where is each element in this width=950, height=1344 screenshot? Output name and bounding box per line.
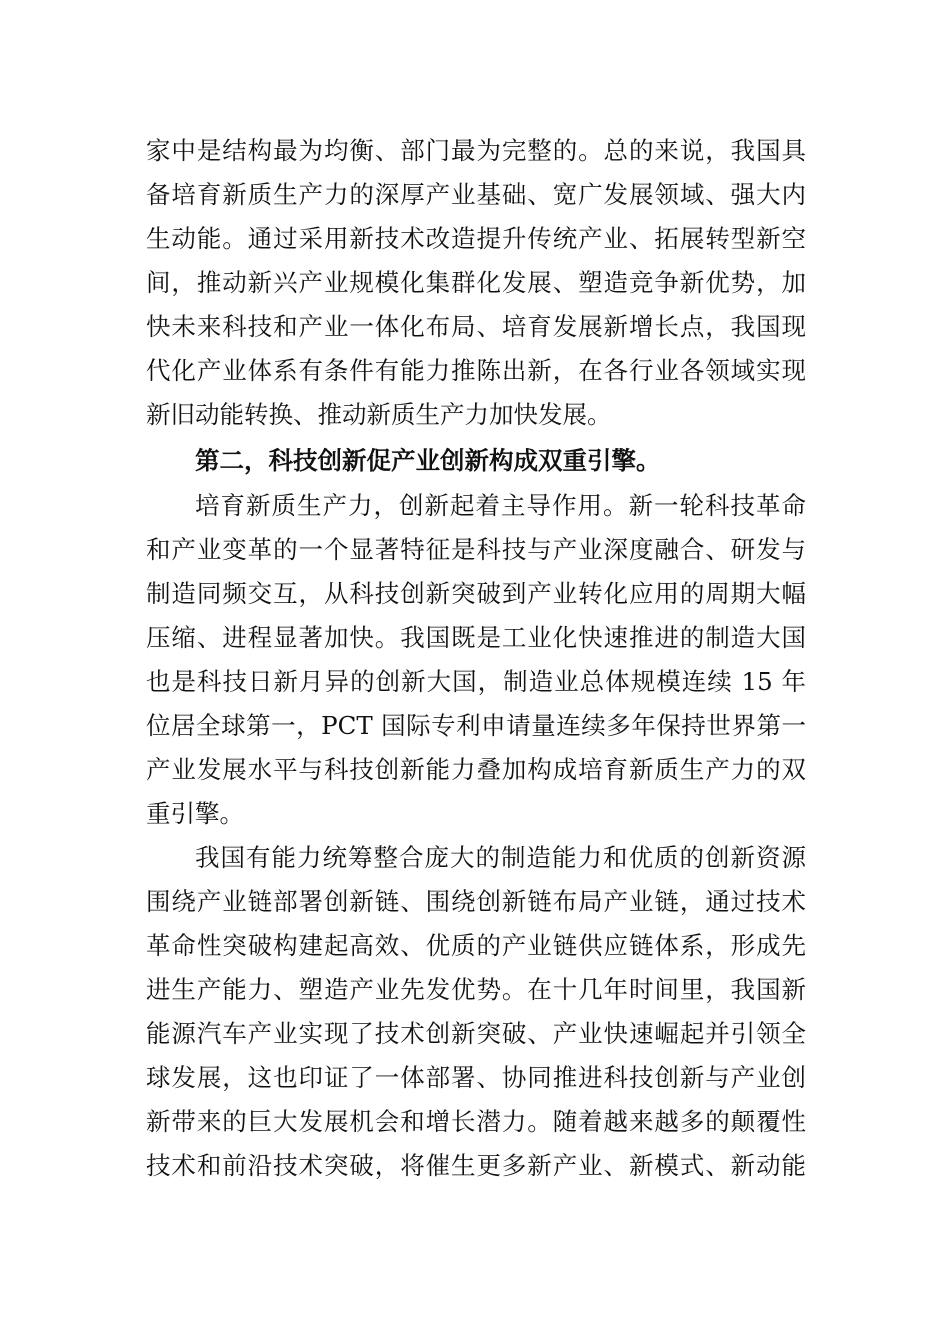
text-line: 培育新质生产力，创新起着主导作用。新一轮科技革命 (195, 491, 806, 520)
text-line: 生动能。通过采用新技术改造提升传统产业、拓展转型新空 (146, 224, 806, 253)
text-line: 革命性突破构建起高效、优质的产业链供应链体系，形成先 (146, 931, 806, 960)
text-line: 能源汽车产业实现了技术创新突破、产业快速崛起并引领全 (146, 1019, 806, 1048)
section-heading: 第二，科技创新促产业创新构成双重引擎。 (195, 446, 661, 475)
text-line: 球发展，这也印证了一体部署、协同推进科技创新与产业创 (146, 1063, 806, 1092)
text-line: 我国有能力统筹整合庞大的制造能力和优质的创新资源 (195, 843, 806, 872)
text-line: 围绕产业链部署创新链、围绕创新链布局产业链，通过技术 (146, 887, 806, 916)
text-line: 制造同频交互，从科技创新突破到产业转化应用的周期大幅 (146, 579, 806, 608)
text-line: 也是科技日新月异的创新大国，制造业总体规模连续 15 年 (146, 667, 806, 696)
text-line: 家中是结构最为均衡、部门最为完整的。总的来说，我国具 (146, 136, 806, 165)
text-line: 代化产业体系有条件有能力推陈出新，在各行业各领域实现 (146, 356, 806, 385)
text-line: 备培育新质生产力的深厚产业基础、宽广发展领域、强大内 (146, 180, 806, 209)
text-line: 产业发展水平与科技创新能力叠加构成培育新质生产力的双 (146, 755, 806, 784)
text-line: 位居全球第一，PCT 国际专利申请量连续多年保持世界第一 (146, 711, 806, 740)
text-line: 和产业变革的一个显著特征是科技与产业深度融合、研发与 (146, 535, 806, 564)
text-line: 重引擎。 (146, 799, 244, 828)
text-line: 技术和前沿技术突破，将催生更多新产业、新模式、新动能 (146, 1151, 806, 1180)
text-line: 间，推动新兴产业规模化集群化发展、塑造竞争新优势，加 (146, 268, 806, 297)
text-line: 新带来的巨大发展机会和增长潜力。随着越来越多的颠覆性 (146, 1107, 806, 1136)
text-line: 进生产能力、塑造产业先发优势。在十几年时间里，我国新 (146, 975, 806, 1004)
text-line: 新旧动能转换、推动新质生产力加快发展。 (146, 400, 612, 429)
text-line: 快未来科技和产业一体化布局、培育发展新增长点，我国现 (146, 312, 806, 341)
text-line: 压缩、进程显著加快。我国既是工业化快速推进的制造大国 (146, 623, 806, 652)
